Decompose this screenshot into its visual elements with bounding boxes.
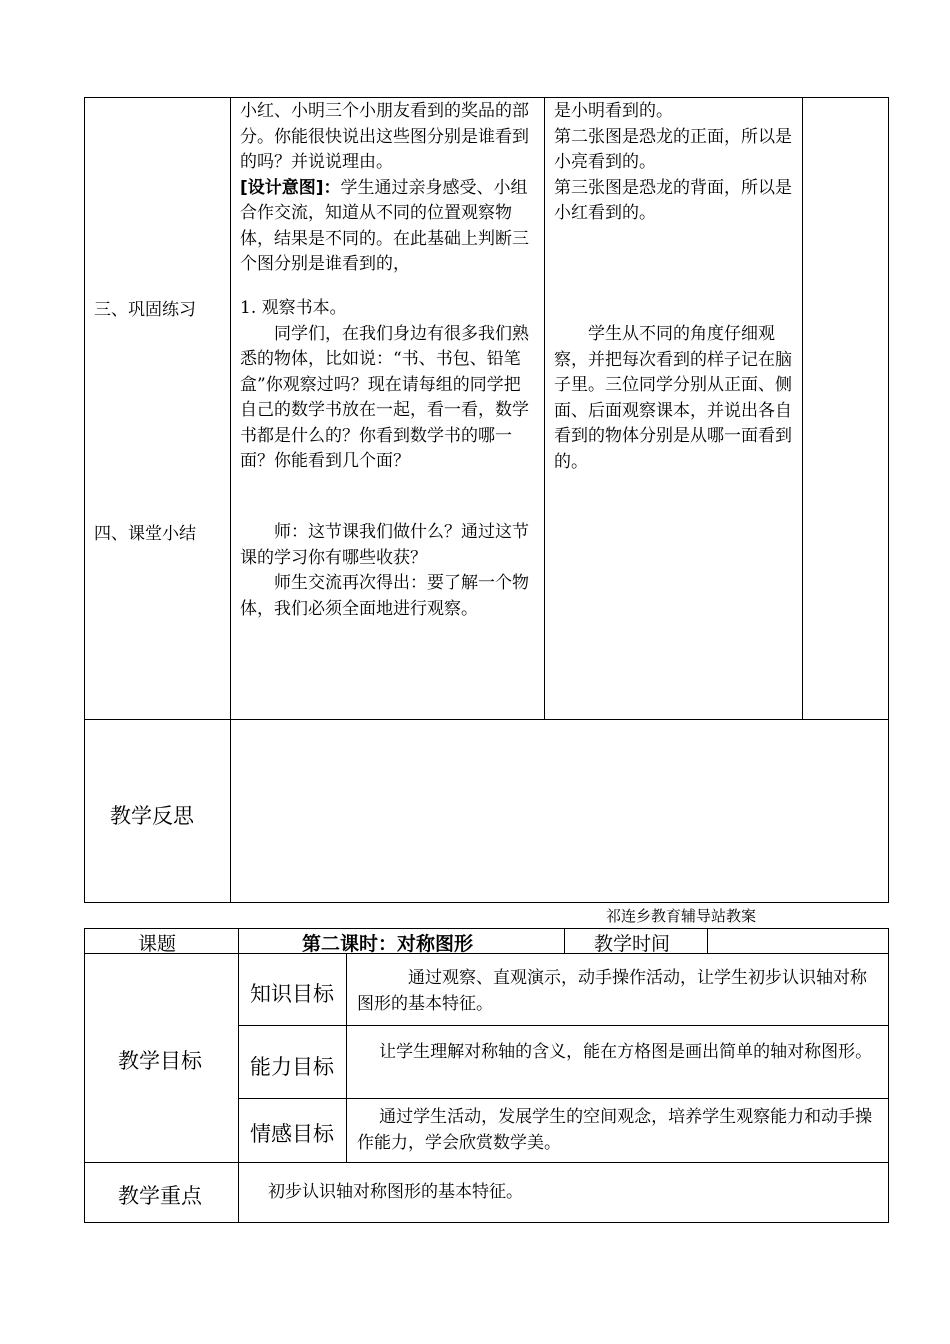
knowledge-goal-content: 通过观察、直观演示，动手操作活动，让学生初步认识轴对称图形的基本特征。 (357, 968, 867, 1014)
summary-block (240, 520, 536, 622)
answer-line-2: 第二张图是恐龙的正面，所以是小亮看到的。 (554, 126, 792, 172)
summary-answer: 师生交流再次得出：要了解一个物体，我们必须全面地进行观察。 (240, 573, 529, 619)
section-label-practice: 三、巩固练习 (94, 300, 196, 320)
student-activity-column (554, 99, 796, 227)
student-observation-text: 学生从不同的角度仔细观察，并把每次看到的样子记在脑子里。三位同学分别从正面、侧面、后面观察课本，并说出各自看到的物体分别是从哪一面看到的。 (554, 324, 792, 472)
ability-goal-label: 能力目标 (250, 1055, 334, 1079)
answer-line-1: 是小明看到的。 (554, 101, 673, 121)
student-observation (554, 322, 796, 475)
ability-goal-content: 让学生理解对称轴的含义，能在方格图是画出简单的轴对称图形。 (379, 1042, 873, 1062)
topic-label: 课题 (138, 933, 177, 955)
knowledge-goal-text (357, 966, 883, 1017)
emotion-goal-label: 情感目标 (250, 1122, 334, 1146)
intro-text: 小红、小明三个小朋友看到的奖品的部分。你能很快说出这些图分别是谁看到的吗？并说说理由。 (240, 101, 529, 172)
goals-label: 教学目标 (118, 1049, 202, 1073)
design-intent-text: 学生通过亲身感受、小组合作交流，知道从不同的位置观察物体，结果是不同的。在此基础上判断三个图分别是谁看到的， (240, 177, 529, 274)
teaching-process-column (240, 99, 536, 278)
answer-line-3: 第三张图是恐龙的背面，所以是小红看到的。 (554, 177, 792, 223)
emotion-goal-content: 通过学生活动，发展学生的空间观念，培养学生观察能力和动手操作能力，学会欣赏数学美。 (357, 1107, 873, 1153)
section-label-summary: 四、课堂小结 (94, 524, 196, 544)
design-intent (240, 176, 536, 278)
key-point-label: 教学重点 (118, 1184, 202, 1208)
summary-question: 师：这节课我们做什么？通过这节课的学习你有哪些收获？ (240, 522, 529, 568)
ability-goal-text (357, 1040, 883, 1066)
reflection-label: 教学反思 (110, 804, 194, 828)
document-caption: 祁连乡教育辅导站教案 (606, 907, 757, 925)
practice-text: 同学们，在我们身边有很多我们熟悉的物体，比如说：“书、书包、铅笔盒”你观察过吗？现在请每组的同学把自己的数学书放在一起，看一看，数学书都是什么的？你看到数学书的哪一面？你能看到几个面？ (240, 323, 529, 471)
practice-block (240, 296, 536, 475)
time-label: 教学时间 (594, 933, 671, 955)
key-point-text: 初步认识轴对称图形的基本特征。 (268, 1182, 523, 1202)
design-intent-label: [设计意图]： (240, 177, 341, 198)
knowledge-goal-label: 知识目标 (250, 982, 334, 1006)
emotion-goal-text (357, 1105, 883, 1156)
practice-title: 1. 观察书本。 (240, 298, 347, 318)
topic-value: 第二课时：对称图形 (302, 933, 474, 955)
